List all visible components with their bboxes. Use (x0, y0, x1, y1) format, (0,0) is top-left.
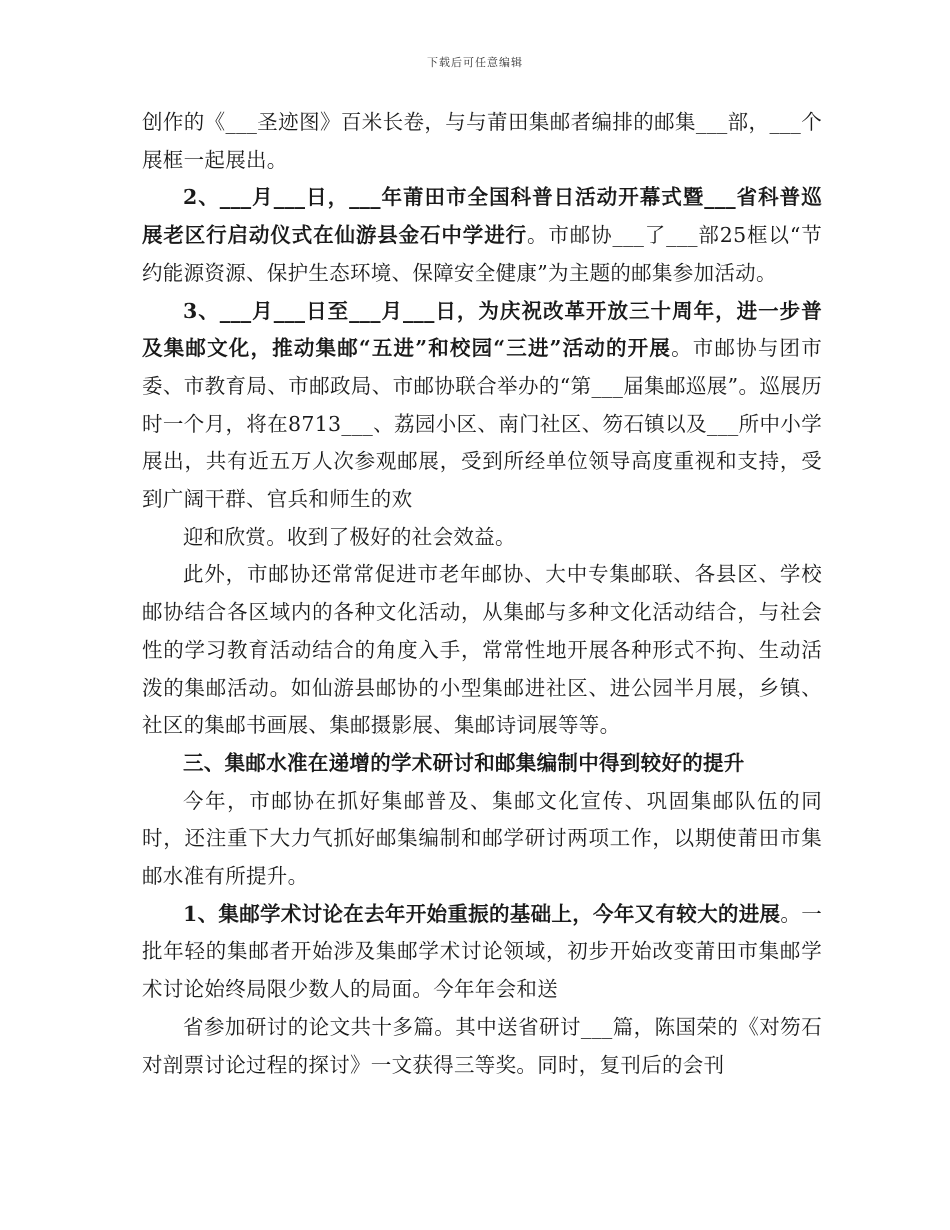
paragraph-bold-lead: 1、集邮学术讨论在去年开始重振的基础上，今年又有较大的进展 (183, 901, 781, 926)
paragraph-text: 。市邮协与团市委、市教育局、市邮政局、市邮协联合举办的“第___届集邮巡展”。巡展历时一个月，将在8713___、荔园小区、南门社区、笏石镇以及___所中小学展出，共有近五万人次参观邮展，受到所经单位领导高度重视和支持，受到广阔干群、官兵和师生的欢 (142, 336, 822, 512)
paragraph-text: 创作的《___圣迹图》百米长卷，与与莆田集邮者编排的邮集___部，___个展框一起展出。 (142, 110, 822, 172)
paragraph-text: 。市邮协___了___部25框以“节约能源资源、保护生态环境、保障安全健康”为主题的邮集参加活动。 (142, 223, 822, 285)
section-heading-text: 三、集邮水准在递增的学术研讨和邮集编制中得到较好的提升 (183, 750, 745, 775)
paragraph-item-3 (142, 293, 822, 519)
document-body (142, 104, 822, 1084)
paragraph-bold-lead: 3、___月___日至___月___日，为庆祝改革开放三十周年，进一步普及集邮文化，推动集邮“五进”和校园“三进”活动的开展 (142, 298, 822, 361)
paragraph-additional (142, 556, 822, 745)
paragraph-intro (142, 783, 822, 896)
section-heading-3 (142, 745, 822, 783)
paragraph-text: 。一批年轻的集邮者开始涉及集邮学术讨论领域，初步开始改变莆田市集邮学术讨论始终局限少数人的局面。今年年会和送 (142, 901, 822, 1002)
paragraph-text: 迎和欣赏。收到了极好的社会效益。 (183, 524, 516, 549)
paragraph-fragment-2 (142, 1009, 822, 1084)
paragraph-item-2 (142, 179, 822, 292)
paragraph-text: 此外，市邮协还常常促进市老年邮协、大中专集邮联、各县区、学校邮协结合各区域内的各种文化活动，从集邮与多种文化活动结合，与社会性的学习教育活动结合的角度入手，常常性地开展各种形式不拘、生动活泼的集邮活动。如仙游县邮协的小型集邮进社区、进公园半月展，乡镇、社区的集邮书画展、集邮摄影展、集邮诗词展等等。 (142, 562, 822, 738)
paragraph-fragment (142, 519, 822, 557)
paragraph-continuation (142, 104, 822, 179)
paragraph-bold-lead: 2、___月___日，___年莆田市全国科普日活动开幕式暨___省科普巡展老区行启动仪式在仙游县金石中学进行 (142, 185, 822, 248)
paragraph-text: 今年，市邮协在抓好集邮普及、集邮文化宣传、巩固集邮队伍的同时，还注重下大力气抓好邮集编制和邮学研讨两项工作，以期使莆田市集邮水准有所提升。 (142, 788, 822, 889)
paragraph-text: 省参加研讨的论文共十多篇。其中送省研讨___篇，陈国荣的《对笏石对剖票讨论过程的探讨》一文获得三等奖。同时，复刊后的会刊 (142, 1014, 822, 1077)
paragraph-item-1 (142, 896, 822, 1009)
page-header: 下载后可任意编辑 (427, 56, 523, 69)
